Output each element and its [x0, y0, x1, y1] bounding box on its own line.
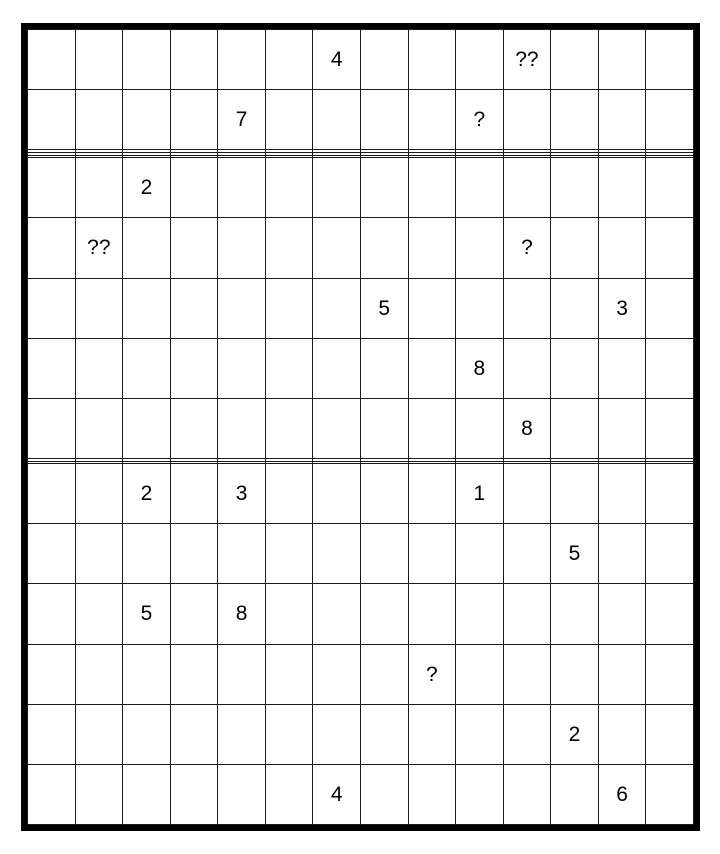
grid-cell[interactable]	[360, 218, 408, 278]
grid-cell[interactable]	[265, 338, 313, 398]
grid-cell[interactable]	[646, 218, 694, 278]
grid-cell[interactable]	[646, 158, 694, 218]
grid-cell[interactable]	[218, 278, 266, 338]
grid-cell[interactable]	[170, 398, 218, 458]
grid-cell[interactable]	[28, 524, 76, 584]
grid-cell[interactable]	[360, 338, 408, 398]
grid-cell[interactable]	[360, 158, 408, 218]
grid-cell[interactable]	[265, 464, 313, 524]
grid-cell[interactable]	[28, 218, 76, 278]
grid-cell[interactable]	[408, 338, 456, 398]
grid-cell[interactable]	[456, 278, 504, 338]
grid-cell[interactable]	[75, 764, 123, 824]
grid-cell[interactable]	[408, 464, 456, 524]
grid-row	[28, 278, 694, 338]
grid-cell[interactable]	[551, 584, 599, 644]
puzzle-grid[interactable]	[27, 29, 694, 825]
grid-cell[interactable]	[75, 464, 123, 524]
grid-cell[interactable]	[28, 764, 76, 824]
grid-cell[interactable]	[170, 90, 218, 150]
puzzle-grid-border	[21, 23, 700, 831]
grid-cell[interactable]	[551, 398, 599, 458]
grid-cell[interactable]	[265, 524, 313, 584]
grid-cell[interactable]	[75, 338, 123, 398]
grid-cell[interactable]	[313, 464, 361, 524]
grid-cell[interactable]	[265, 398, 313, 458]
grid-cell[interactable]	[170, 464, 218, 524]
grid-cell[interactable]	[75, 90, 123, 150]
grid-cell[interactable]	[551, 278, 599, 338]
grid-row	[28, 584, 694, 644]
grid-cell[interactable]	[456, 158, 504, 218]
grid-cell[interactable]	[503, 338, 551, 398]
grid-cell[interactable]	[313, 584, 361, 644]
grid-cell[interactable]	[313, 90, 361, 150]
grid-cell[interactable]	[218, 338, 266, 398]
grid-cell[interactable]	[75, 398, 123, 458]
grid-cell[interactable]: 2	[123, 464, 171, 524]
grid-cell[interactable]: ??	[503, 30, 551, 90]
grid-cell[interactable]	[265, 218, 313, 278]
grid-row	[28, 30, 694, 90]
grid-cell[interactable]	[170, 218, 218, 278]
grid-cell[interactable]	[75, 584, 123, 644]
grid-cell[interactable]: 8	[456, 338, 504, 398]
grid-cell[interactable]	[170, 764, 218, 824]
grid-cell[interactable]	[75, 278, 123, 338]
grid-cell[interactable]	[503, 524, 551, 584]
grid-cell[interactable]: 8	[218, 584, 266, 644]
grid-cell[interactable]	[360, 398, 408, 458]
grid-cell[interactable]: ?	[408, 644, 456, 704]
grid-cell[interactable]	[551, 90, 599, 150]
grid-cell[interactable]	[456, 398, 504, 458]
grid-row	[28, 218, 694, 278]
grid-row	[28, 338, 694, 398]
grid-cell[interactable]	[360, 524, 408, 584]
grid-cell[interactable]	[598, 584, 646, 644]
grid-cell[interactable]	[28, 464, 76, 524]
grid-cell[interactable]	[313, 524, 361, 584]
grid-cell[interactable]	[598, 398, 646, 458]
grid-cell[interactable]	[408, 524, 456, 584]
grid-cell[interactable]: 5	[123, 584, 171, 644]
grid-cell[interactable]: 5	[360, 278, 408, 338]
grid-cell[interactable]	[503, 158, 551, 218]
grid-cell[interactable]	[646, 524, 694, 584]
grid-cell[interactable]	[170, 704, 218, 764]
grid-cell[interactable]	[218, 398, 266, 458]
grid-cell[interactable]	[28, 398, 76, 458]
grid-cell[interactable]	[170, 584, 218, 644]
grid-cell[interactable]	[75, 30, 123, 90]
grid-cell[interactable]	[598, 218, 646, 278]
grid-cell[interactable]	[646, 30, 694, 90]
grid-cell[interactable]	[646, 90, 694, 150]
grid-cell[interactable]	[551, 158, 599, 218]
grid-cell[interactable]	[313, 158, 361, 218]
grid-row	[28, 90, 694, 150]
grid-cell[interactable]	[313, 644, 361, 704]
grid-cell[interactable]	[123, 30, 171, 90]
grid-cell[interactable]	[123, 644, 171, 704]
grid-cell[interactable]	[170, 524, 218, 584]
grid-cell[interactable]	[313, 338, 361, 398]
grid-cell[interactable]	[646, 704, 694, 764]
grid-cell[interactable]	[360, 764, 408, 824]
grid-cell[interactable]	[408, 278, 456, 338]
grid-cell[interactable]	[28, 278, 76, 338]
grid-cell[interactable]	[218, 158, 266, 218]
grid-cell[interactable]	[598, 158, 646, 218]
grid-cell[interactable]	[123, 398, 171, 458]
grid-cell[interactable]	[265, 644, 313, 704]
grid-cell[interactable]	[265, 158, 313, 218]
grid-cell[interactable]	[28, 644, 76, 704]
grid-cell[interactable]: ??	[75, 218, 123, 278]
grid-row	[28, 704, 694, 764]
grid-cell[interactable]	[646, 278, 694, 338]
grid-cell[interactable]	[123, 764, 171, 824]
grid-cell[interactable]	[28, 338, 76, 398]
grid-cell[interactable]	[28, 584, 76, 644]
grid-cell[interactable]	[456, 218, 504, 278]
grid-cell[interactable]	[456, 30, 504, 90]
grid-row	[28, 158, 694, 218]
grid-row	[28, 764, 694, 824]
grid-cell[interactable]	[265, 278, 313, 338]
grid-cell[interactable]	[551, 218, 599, 278]
grid-cell[interactable]	[265, 704, 313, 764]
grid-cell[interactable]	[456, 644, 504, 704]
grid-cell[interactable]	[123, 90, 171, 150]
grid-cell[interactable]	[408, 764, 456, 824]
grid-cell[interactable]	[265, 764, 313, 824]
grid-cell[interactable]	[218, 524, 266, 584]
grid-cell[interactable]	[503, 764, 551, 824]
grid-cell[interactable]	[360, 30, 408, 90]
grid-cell[interactable]	[408, 158, 456, 218]
grid-cell[interactable]: 3	[598, 278, 646, 338]
grid-cell[interactable]	[28, 30, 76, 90]
grid-cell[interactable]: ?	[503, 218, 551, 278]
grid-cell[interactable]	[265, 90, 313, 150]
grid-cell[interactable]	[75, 158, 123, 218]
grid-cell[interactable]	[551, 30, 599, 90]
grid-cell[interactable]	[646, 764, 694, 824]
grid-row	[28, 398, 694, 458]
grid-cell[interactable]	[218, 30, 266, 90]
grid-cell[interactable]	[360, 584, 408, 644]
grid-cell[interactable]	[360, 704, 408, 764]
grid-cell[interactable]	[28, 158, 76, 218]
grid-cell[interactable]	[170, 278, 218, 338]
grid-cell[interactable]	[313, 398, 361, 458]
grid-cell[interactable]	[551, 464, 599, 524]
grid-cell[interactable]	[551, 764, 599, 824]
grid-cell[interactable]	[265, 30, 313, 90]
grid-cell[interactable]: 6	[598, 764, 646, 824]
grid-cell[interactable]	[123, 218, 171, 278]
grid-cell[interactable]	[123, 524, 171, 584]
grid-cell[interactable]	[360, 644, 408, 704]
grid-cell[interactable]: 1	[456, 464, 504, 524]
grid-cell[interactable]	[313, 218, 361, 278]
grid-cell[interactable]	[646, 338, 694, 398]
grid-cell[interactable]	[28, 90, 76, 150]
grid-cell[interactable]	[646, 584, 694, 644]
grid-cell[interactable]	[456, 524, 504, 584]
grid-cell[interactable]: 7	[218, 90, 266, 150]
grid-cell[interactable]	[551, 644, 599, 704]
grid-cell[interactable]	[598, 644, 646, 704]
grid-cell[interactable]	[123, 704, 171, 764]
grid-row	[28, 644, 694, 704]
grid-cell[interactable]	[551, 338, 599, 398]
grid-cell[interactable]	[75, 524, 123, 584]
grid-cell[interactable]: 2	[123, 158, 171, 218]
grid-cell[interactable]	[598, 30, 646, 90]
grid-cell[interactable]	[360, 464, 408, 524]
grid-cell[interactable]: 2	[551, 704, 599, 764]
grid-cell[interactable]	[218, 644, 266, 704]
grid-cell[interactable]	[598, 704, 646, 764]
grid-cell[interactable]	[75, 704, 123, 764]
grid-cell[interactable]: ?	[456, 90, 504, 150]
grid-cell[interactable]	[75, 644, 123, 704]
grid-cell[interactable]	[503, 464, 551, 524]
grid-cell[interactable]	[313, 278, 361, 338]
grid-cell[interactable]: 8	[503, 398, 551, 458]
grid-cell[interactable]	[503, 584, 551, 644]
grid-row	[28, 464, 694, 524]
grid-row	[28, 524, 694, 584]
grid-cell[interactable]: 4	[313, 30, 361, 90]
grid-cell[interactable]	[646, 644, 694, 704]
grid-cell[interactable]	[408, 90, 456, 150]
grid-cell[interactable]	[456, 584, 504, 644]
grid-cell[interactable]: 3	[218, 464, 266, 524]
grid-cell[interactable]	[170, 158, 218, 218]
grid-cell[interactable]	[598, 464, 646, 524]
grid-cell[interactable]	[503, 704, 551, 764]
grid-cell[interactable]	[503, 278, 551, 338]
grid-cell[interactable]	[218, 704, 266, 764]
grid-cell[interactable]: 4	[313, 764, 361, 824]
grid-cell[interactable]	[646, 464, 694, 524]
grid-cell[interactable]	[646, 398, 694, 458]
grid-cell[interactable]	[218, 218, 266, 278]
grid-cell[interactable]	[408, 704, 456, 764]
grid-cell[interactable]	[456, 764, 504, 824]
grid-cell[interactable]	[598, 338, 646, 398]
grid-cell[interactable]	[598, 90, 646, 150]
grid-cell[interactable]: 5	[551, 524, 599, 584]
grid-cell[interactable]	[313, 704, 361, 764]
grid-cell[interactable]	[265, 584, 313, 644]
grid-cell[interactable]	[408, 30, 456, 90]
grid-cell[interactable]	[503, 644, 551, 704]
grid-cell[interactable]	[456, 704, 504, 764]
grid-cell[interactable]	[408, 218, 456, 278]
grid-cell[interactable]	[360, 90, 408, 150]
grid-cell[interactable]	[123, 338, 171, 398]
grid-cell[interactable]	[170, 644, 218, 704]
grid-cell[interactable]	[28, 704, 76, 764]
grid-cell[interactable]	[170, 30, 218, 90]
grid-cell[interactable]	[598, 524, 646, 584]
grid-cell[interactable]	[408, 398, 456, 458]
grid-cell[interactable]	[408, 584, 456, 644]
grid-cell[interactable]	[218, 764, 266, 824]
grid-cell[interactable]	[170, 338, 218, 398]
grid-cell[interactable]	[503, 90, 551, 150]
grid-cell[interactable]	[123, 278, 171, 338]
